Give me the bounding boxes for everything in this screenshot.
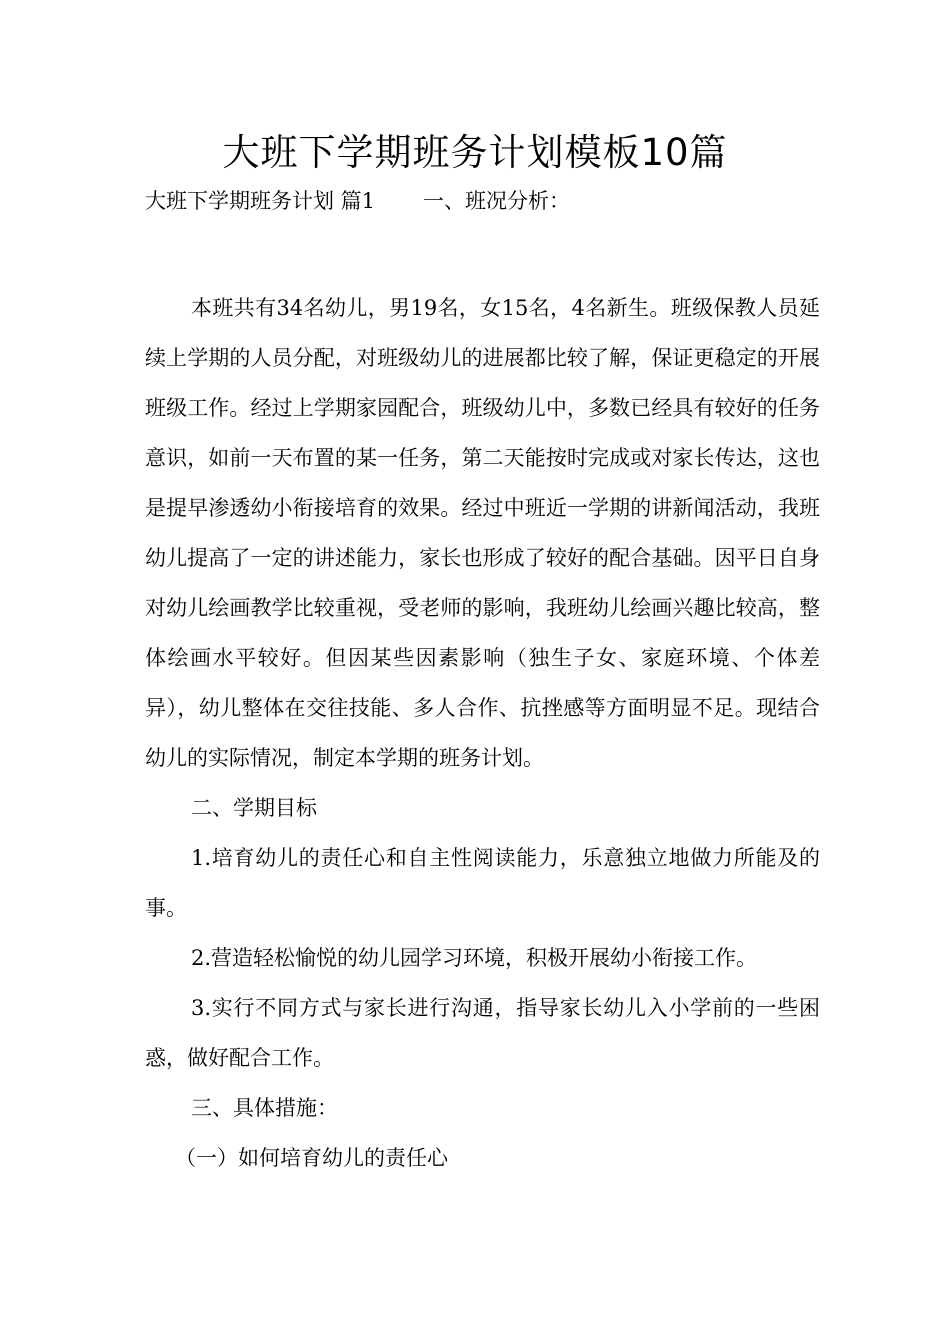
section-heading-class-analysis: 一、班况分析： xyxy=(423,189,571,213)
goal-item-2: 2.营造轻松愉悦的幼儿园学习环境，积极开展幼小衔接工作。 xyxy=(191,946,758,970)
goal-item-1: 1.培育幼儿的责任心和自主性阅读能力，乐意独立地做力所能及的事。 xyxy=(145,846,820,920)
goal-item-3: 3.实行不同方式与家长进行沟通，指导家长幼儿入小学前的一些困惑，做好配合工作。 xyxy=(145,996,820,1070)
document-title: 大班下学期班务计划模板10篇 xyxy=(222,131,728,174)
article-label: 大班下学期班务计划 篇1 xyxy=(145,189,376,213)
document-body xyxy=(145,283,820,1183)
section-heading-line xyxy=(145,185,570,217)
paragraph-class-analysis: 本班共有34名幼儿，男19名，女15名，4名新生。班级保教人员延续上学期的人员分配，对班级幼儿的进展都比较了解，保证更稳定的开展班级工作。经过上学期家园配合，班级幼儿中，多数已经具有较好的任务意识，如前一天布置的某一任务，第二天能按时完成或对家长传达，这也是提早渗透幼小衔接培育的效果。经过中班近一学期的讲新闻活动，我班幼儿提高了一定的讲述能力，家长也形成了较好的配合基础。因平日自身对幼儿绘画教学比较重视，受老师的影响，我班幼儿绘画兴趣比较高，整体绘画水平较好。但因某些因素影响（独生子女、家庭环境、个体差异），幼儿整体在交往技能、多人合作、抗挫感等方面明显不足。现结合幼儿的实际情况，制定本学期的班务计划。 xyxy=(145,296,820,770)
subheading-responsibility: （一）如何培育幼儿的责任心 xyxy=(175,1146,448,1170)
heading-measures: 三、具体措施： xyxy=(191,1096,338,1120)
heading-semester-goals: 二、学期目标 xyxy=(191,796,317,820)
